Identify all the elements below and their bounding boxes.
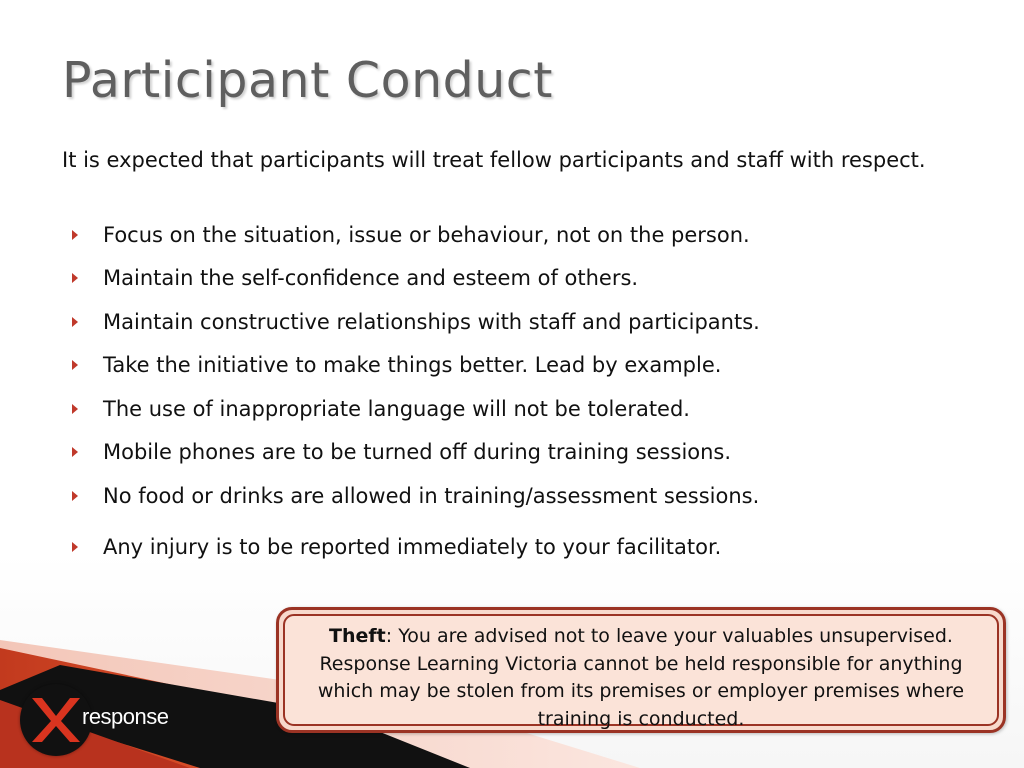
bullet-item (72, 307, 972, 337)
bullet-item (72, 220, 972, 250)
bullet-text: Mobile phones are to be turned off during training sessions. (103, 440, 732, 464)
bullet-arrow-icon (72, 447, 78, 457)
bullet-arrow-icon (72, 273, 78, 283)
theft-notice-box (276, 607, 1006, 733)
bullet-item (72, 532, 972, 562)
bullet-arrow-icon (72, 491, 78, 501)
bullet-text: Maintain the self-confidence and esteem of others. (103, 266, 639, 290)
x-mark-icon (26, 694, 86, 746)
bullet-text: The use of inappropriate language will not be tolerated. (103, 397, 690, 421)
bullet-arrow-icon (72, 317, 78, 327)
bullet-text: No food or drinks are allowed in training/assessment sessions. (103, 484, 760, 508)
bullet-arrow-icon (72, 230, 78, 240)
bullet-text: Take the initiative to make things better. Lead by example. (103, 353, 722, 377)
theft-notice-body: : You are advised not to leave your valuables unsupervised. Response Learning Victoria cannot be held responsible for anything which may be stolen from its premises or employer premises where training is conducted. (317, 625, 965, 730)
bullet-item (72, 263, 972, 293)
slide-title: Participant Conduct (62, 52, 553, 109)
bullet-arrow-icon (72, 360, 78, 370)
bullet-text: Any injury is to be reported immediately to your facilitator. (103, 535, 722, 559)
theft-notice-text (283, 614, 999, 730)
theft-notice-lead: Theft (329, 625, 386, 647)
bullet-arrow-icon (72, 542, 78, 552)
bullet-item (72, 481, 972, 511)
bullet-item (72, 350, 972, 380)
intro-paragraph: It is expected that participants will treat fellow participants and staff with respect. (62, 148, 926, 172)
bullet-text: Focus on the situation, issue or behaviour, not on the person. (103, 223, 750, 247)
bullet-text: Maintain constructive relationships with staff and participants. (103, 310, 760, 334)
logo-wordmark: response (82, 704, 169, 729)
bullet-item (72, 394, 972, 424)
bullet-item (72, 437, 972, 467)
bullet-arrow-icon (72, 404, 78, 414)
